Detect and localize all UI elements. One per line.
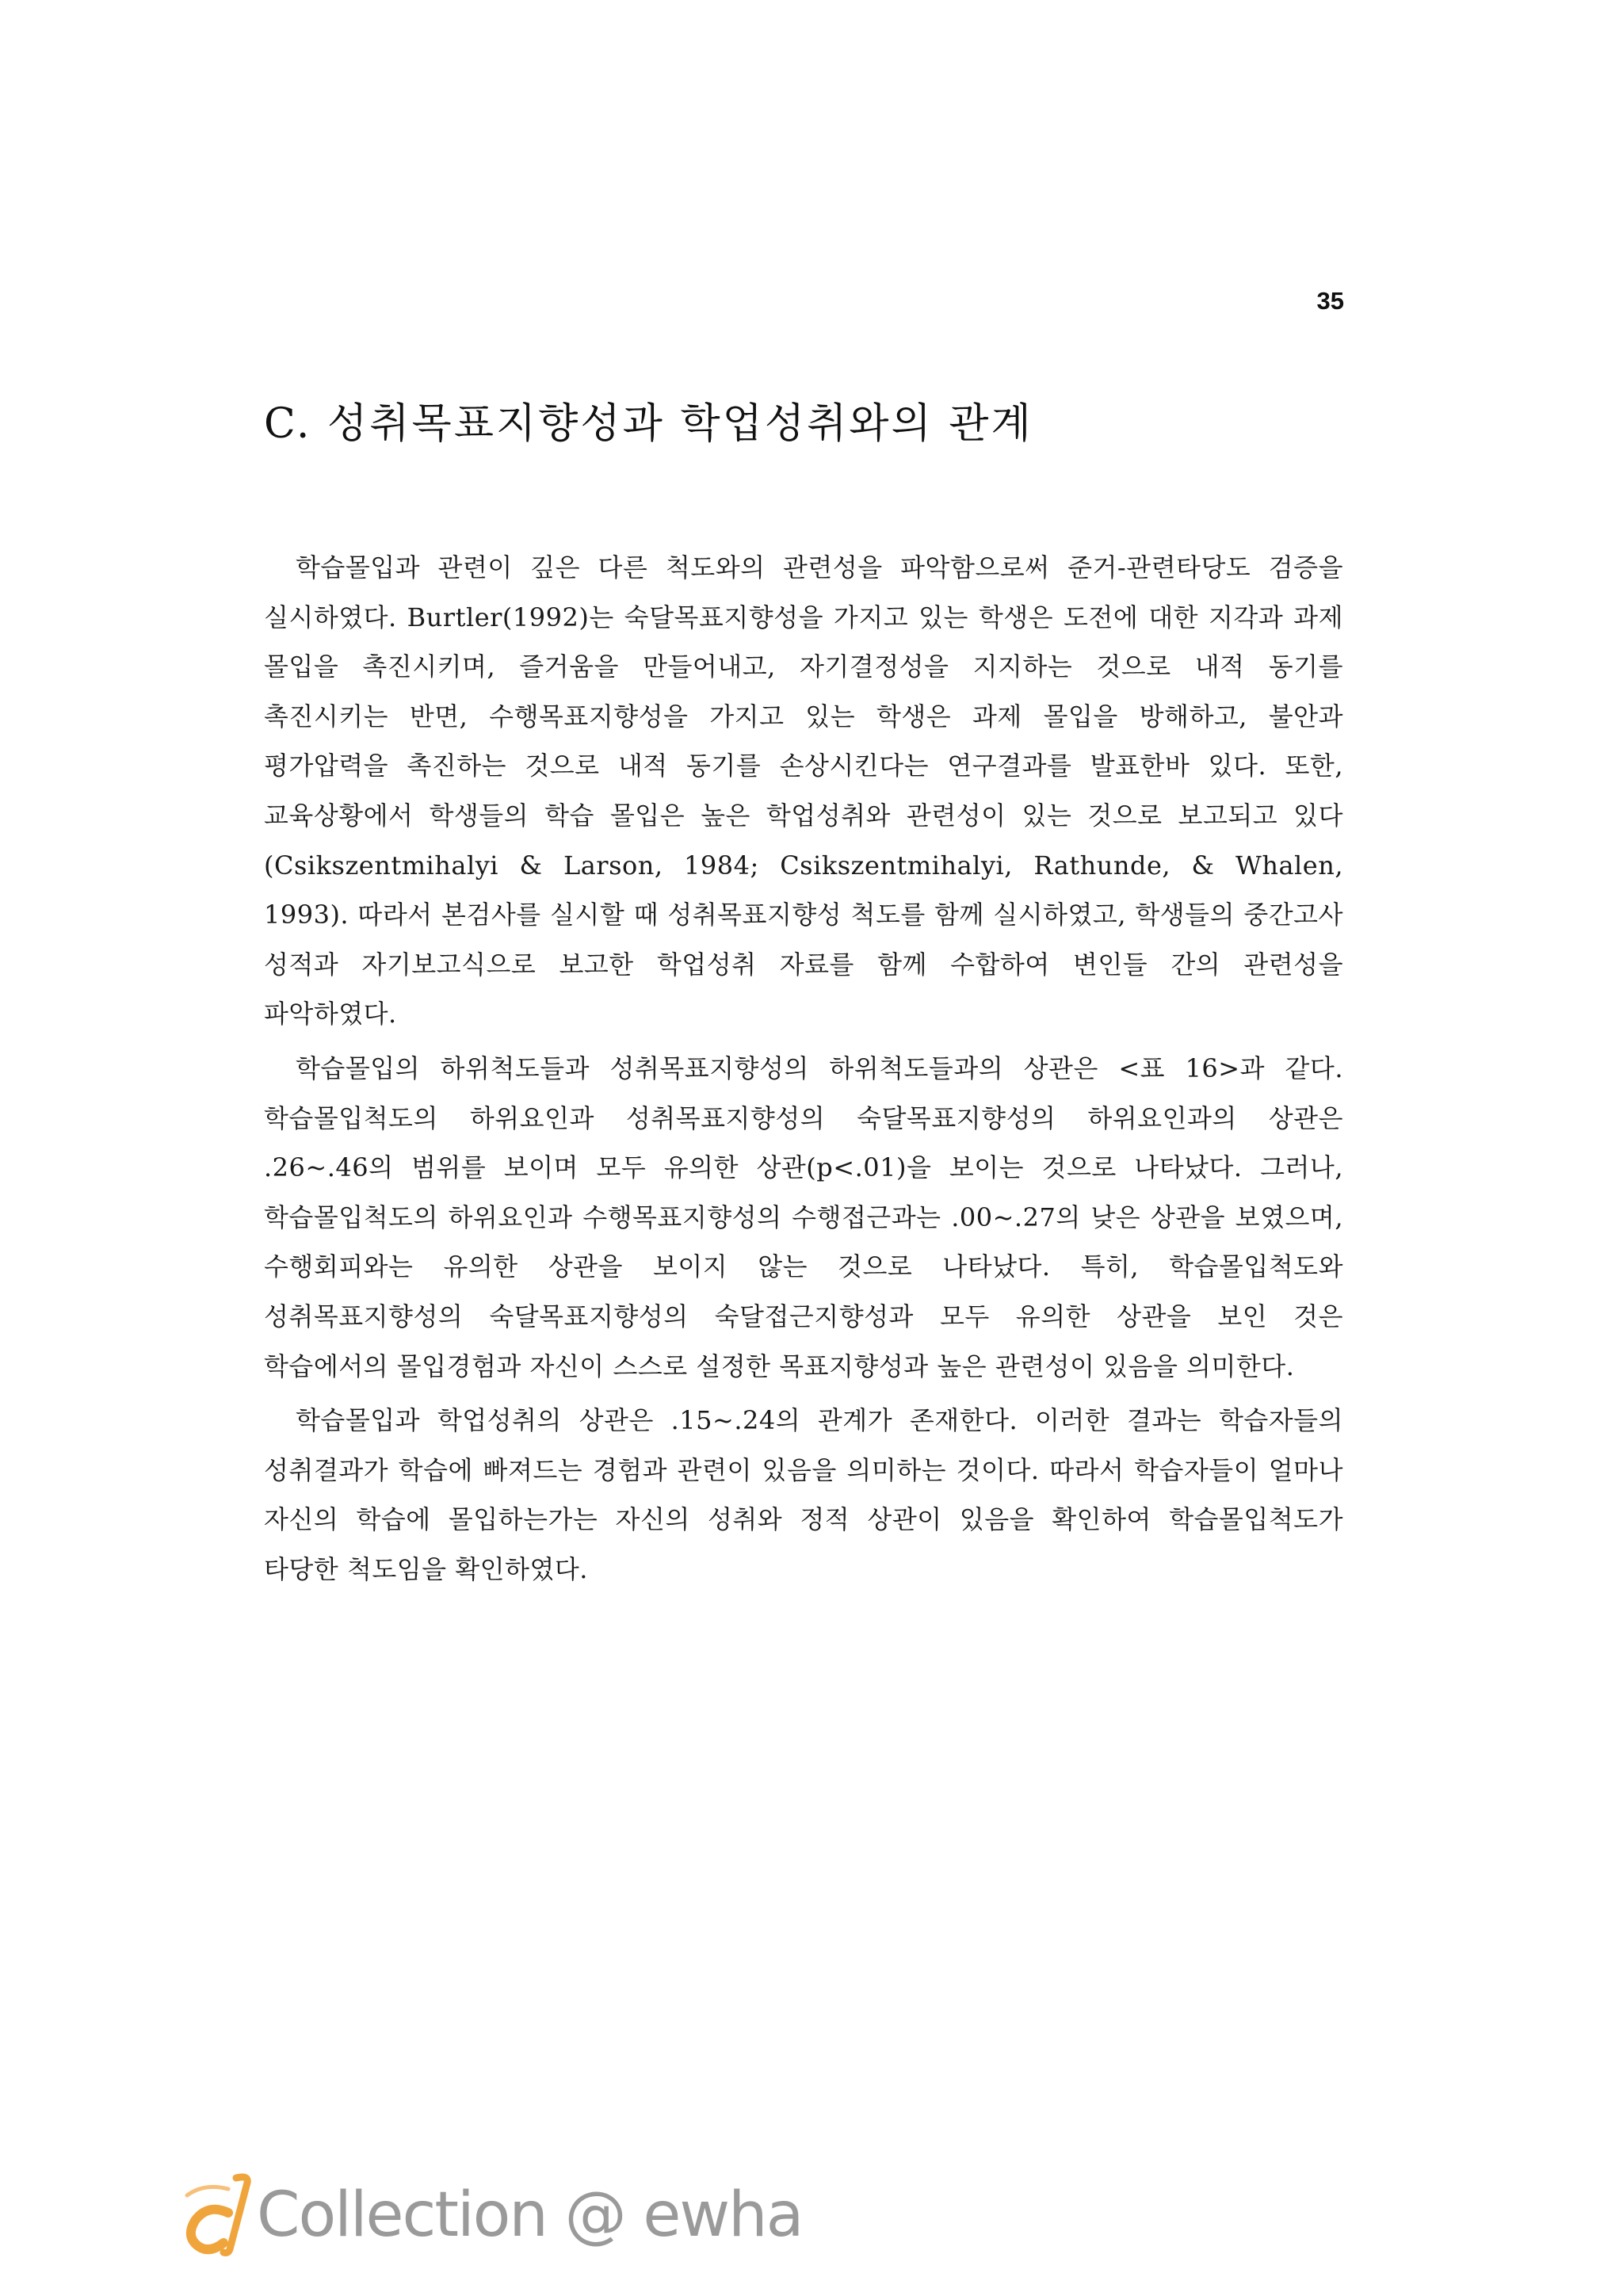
paragraph-2: 학습몰입의 하위척도들과 성취목표지향성의 하위척도들과의 상관은 <표 16>과 같다. 학습몰입척도의 하위요인과 성취목표지향성의 숙달목표지향성의 하위요인과의 상관은 .26~.46의 범위를 보이며 모두 유의한 상관(p<.01)을 보이는 것으로 나타났다. 그러나, 학습몰입척도의 하위요인과 수행목표지향성의 수행접근과는 .00~.27의 낮은 상관을 보였으며, 수행회피와는 유의한 상관을 보이지 않는 것으로 나타났다. 특히, 학습몰입척도와 성취목표지향성의 숙달목표지향성의 숙달접근지향성과 모두 유의한 상관을 보인 것은 학습에서의 몰입경험과 자신이 스스로 설정한 목표지향성과 높은 관련성이 있음을 의미한다. [264, 1052, 1343, 1381]
dcollection-d-icon [181, 2172, 254, 2259]
page-number: 35 [1316, 287, 1344, 315]
section-title: C. 성취목표지향성과 학업성취와의 관계 [264, 400, 1033, 448]
logo-text: Collection @ ewha [257, 2179, 803, 2251]
dcollection-logo [181, 2172, 802, 2259]
paragraph-1: 학습몰입과 관련이 깊은 다른 척도와의 관련성을 파악함으로써 준거-관련타당도 검증을 실시하였다. Burtler(1992)는 숙달목표지향성을 가지고 있는 학생은 도전에 대한 지각과 과제 몰입을 촉진시키며, 즐거움을 만들어내고, 자기결정성을 지지하는 것으로 내적 동기를 촉진시키는 반면, 수행목표지향성을 가지고 있는 학생은 과제 몰입을 방해하고, 불안과 평가압력을 촉진하는 것으로 내적 동기를 손상시킨다는 연구결과를 발표한바 있다. 또한, 교육상황에서 학생들의 학습 몰입은 높은 학업성취와 관련성이 있는 것으로 보고되고 있다(Csikszentmihalyi & Larson, 1984; Csikszentmihalyi, Rathunde, & Whalen, 1993). 따라서 본검사를 실시할 때 성취목표지향성 척도를 함께 실시하였고, 학생들의 중간고사 성적과 자기보고식으로 보고한 학업성취 자료를 함께 수합하여 변인들 간의 관련성을 파악하였다. [264, 552, 1343, 1030]
paragraph-3: 학습몰입과 학업성취의 상관은 .15~.24의 관계가 존재한다. 이러한 결과는 학습자들의 성취결과가 학습에 빠져드는 경험과 관련이 있음을 의미하는 것이다. 따라서 학습자들이 얼마나 자신의 학습에 몰입하는가는 자신의 성취와 정적 상관이 있음을 확인하여 학습몰입척도가 타당한 척도임을 확인하였다. [264, 1405, 1343, 1584]
body-text [264, 543, 1343, 1594]
